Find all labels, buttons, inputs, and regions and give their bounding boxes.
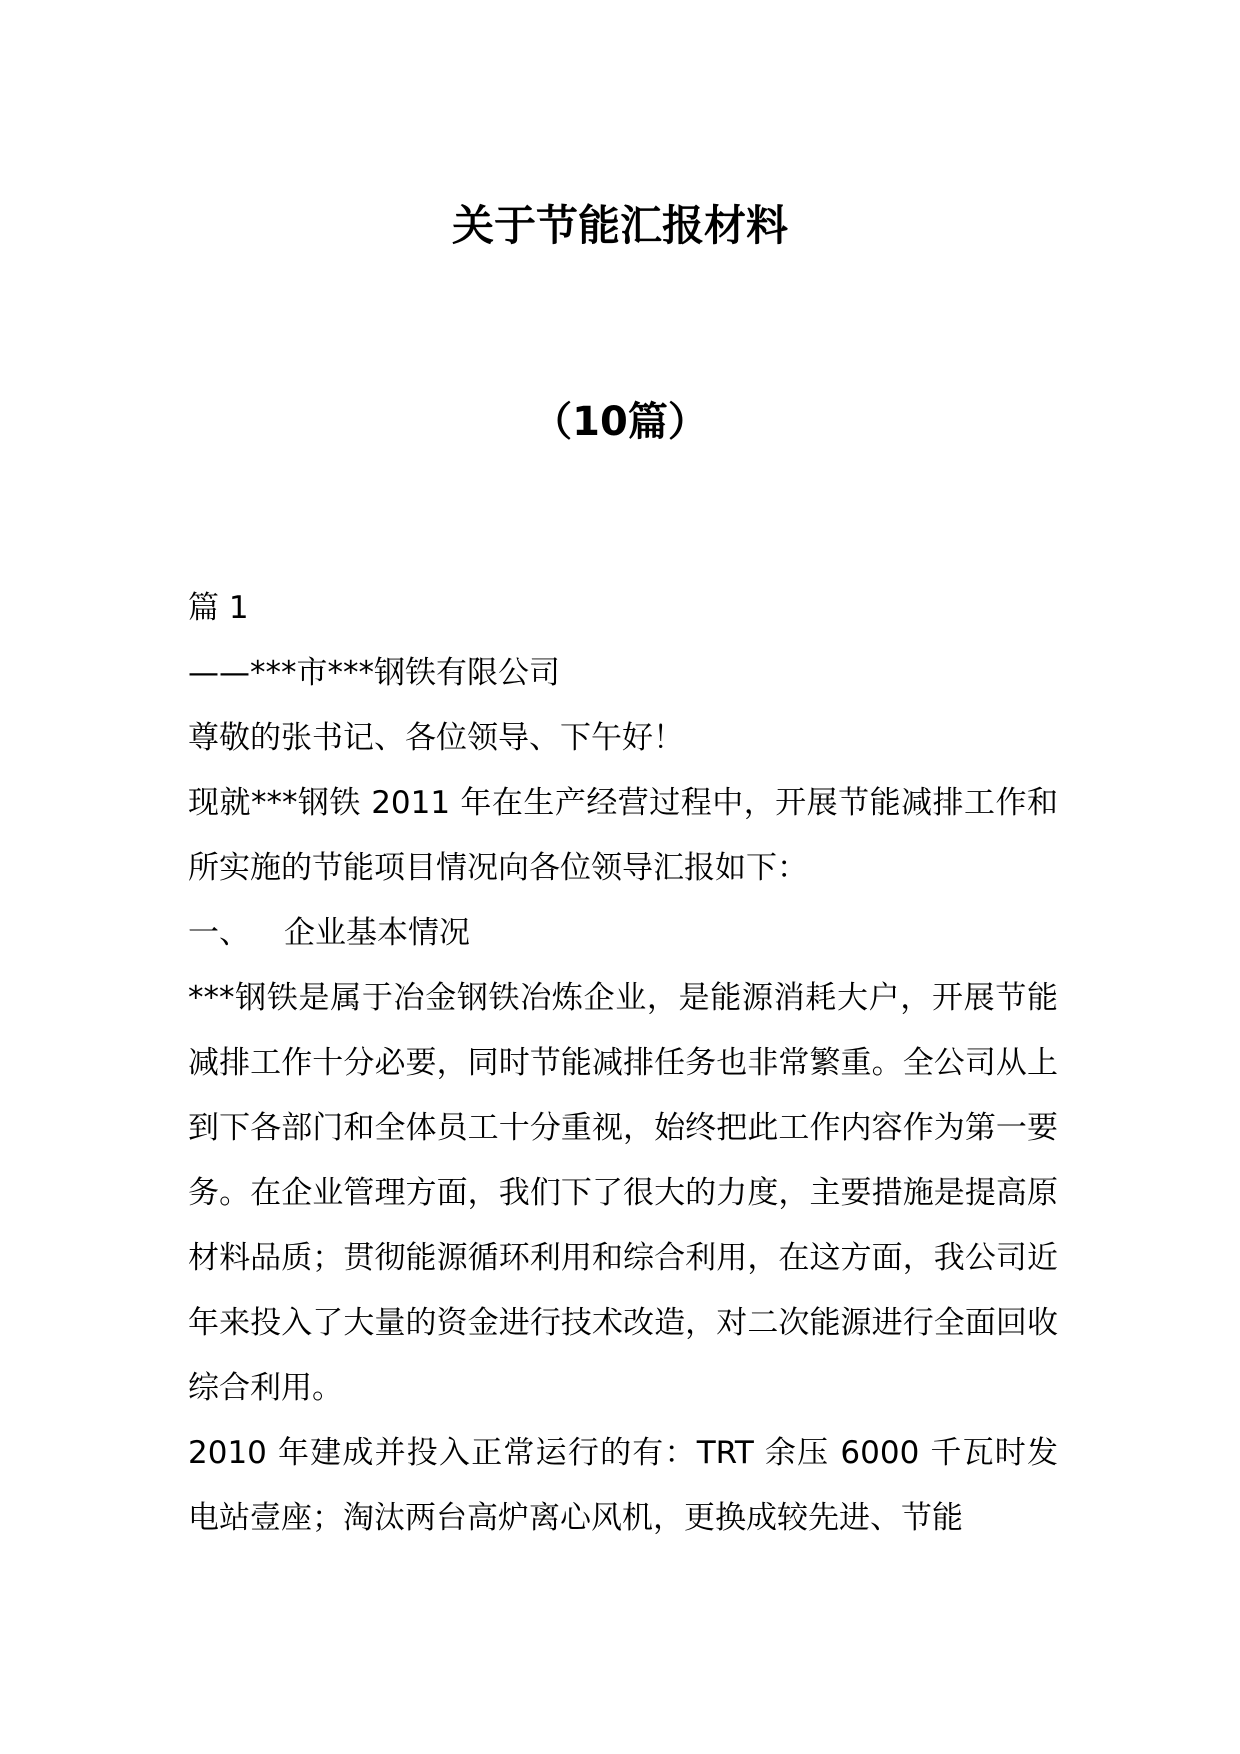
section-heading-text: 企业基本情况 bbox=[284, 915, 470, 951]
section-heading-number: 一、 bbox=[188, 915, 250, 951]
document-title: 关于节能汇报材料 bbox=[451, 201, 788, 250]
greeting: 尊敬的张书记、各位领导、下午好！ bbox=[188, 720, 684, 756]
section-label: 篇 1 bbox=[188, 590, 249, 626]
paragraph-2: 2010 年建成并投入正常运行的有：TRT 余压 6000 千瓦时发电站壹座；淘汰两台高炉离心风机，更换成较先进、节能 bbox=[188, 1435, 1058, 1536]
paragraph-1: ***钢铁是属于冶金钢铁冶炼企业，是能源消耗大户，开展节能减排工作十分必要，同时节能减排任务也非常繁重。全公司从上到下各部门和全体员工十分重视，始终把此工作内容作为第一要务。在企业管理方面，我们下了很大的力度，主要措施是提高原材料品质；贯彻能源循环利用和综合利用，在这方面，我公司近年来投入了大量的资金进行技术改造，对二次能源进行全面回收综合利用。 bbox=[188, 980, 1058, 1406]
document-subtitle: （10篇） bbox=[532, 399, 708, 445]
section-heading-1 bbox=[188, 901, 1058, 966]
intro-paragraph: 现就***钢铁 2011 年在生产经营过程中，开展节能减排工作和所实施的节能项目情况向各位领导汇报如下： bbox=[188, 785, 1058, 886]
company-line: ——***市***钢铁有限公司 bbox=[188, 655, 560, 691]
document-body bbox=[188, 576, 1058, 1551]
